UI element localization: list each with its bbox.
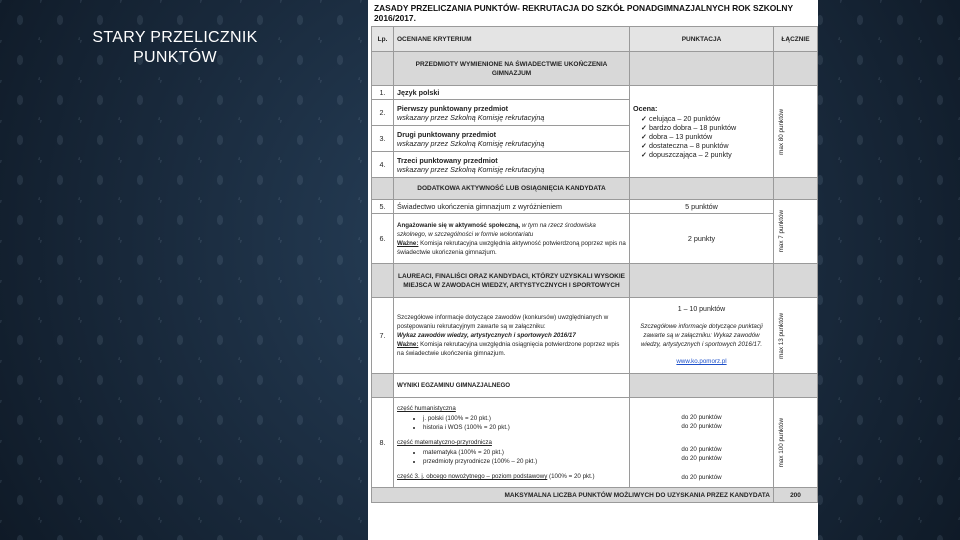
total-cell: [774, 86, 818, 178]
criterion-sub: wskazany przez Szkolną Komisję rekrutacyjną: [397, 112, 545, 122]
exam-language: [397, 472, 626, 481]
row-number: 6.: [372, 214, 394, 264]
header-punktacja: PUNKTACJA: [630, 27, 774, 52]
criterion-sub: w tym na rzecz środowiska szkolnego, w szczególności w formie wolontariatu: [397, 221, 596, 238]
criterion-main: Drugi punktowany przedmiot: [397, 129, 497, 139]
row-number: 2.: [372, 100, 394, 126]
row-points: 5 punktów: [630, 200, 774, 214]
points-info: Szczegółowe informacje dotyczące punktacji zawarte są w załączniku: Wykaz zawodów wiedzy, artystycznych i sportowych 2016/17.: [640, 323, 763, 348]
row-points: [630, 298, 774, 374]
section-row: [372, 264, 818, 298]
table-row: [372, 214, 818, 264]
criterion-sub: wskazany przez Szkolną Komisję rekrutacyjną: [397, 138, 545, 148]
list-item: • przedmioty przyrodnicze (100% – 20 pkt.): [423, 457, 626, 466]
list-item: • historia i WOS (100% = 20 pkt.): [423, 423, 626, 432]
exam-points: do 20 punktów: [681, 414, 722, 421]
table-header-row: [372, 27, 818, 52]
header-laczne: ŁĄCZNIE: [774, 27, 818, 52]
row-criterion: Świadectwo ukończenia gimnazjum z wyróżnieniem: [394, 200, 630, 214]
list-item: ✓ dobra – 13 punktów: [641, 132, 770, 141]
total-cell: [774, 398, 818, 488]
row-number: 5.: [372, 200, 394, 214]
total-laureates: max 13 punktów: [778, 312, 785, 359]
header-kryterium: OCENIANE KRYTERIUM: [394, 27, 630, 52]
list-item: • j. polski (100% = 20 pkt.): [423, 414, 626, 423]
row-number: 1.: [372, 86, 394, 100]
row-number: 3.: [372, 126, 394, 152]
section-row: [372, 52, 818, 86]
exam-humanities: część humanistyczna: [397, 405, 456, 412]
section-row: [372, 178, 818, 200]
section-row: [372, 374, 818, 398]
list-item: ✓ dopuszczająca – 2 punkty: [641, 150, 770, 159]
exam-points: do 20 punktów: [681, 474, 722, 481]
row-points: 2 punkty: [630, 214, 774, 264]
criterion-main: Angażowanie się w aktywność społeczną,: [397, 221, 521, 229]
info-link[interactable]: www.ko.pomorz.pl: [676, 358, 727, 365]
points-range: 1 – 10 punktów: [677, 306, 726, 313]
exam-points: do 20 punktów: [681, 446, 722, 453]
criterion-main: Trzeci punktowany przedmiot: [397, 155, 498, 165]
total-exam: max 100 punktów: [778, 417, 785, 468]
grades-title: Ocena:: [633, 103, 658, 113]
exam-points: do 20 punktów: [681, 423, 722, 430]
exam-points: do 20 punktów: [681, 455, 722, 462]
total-cell: [774, 298, 818, 374]
table-row: [372, 200, 818, 214]
row-number: 4.: [372, 152, 394, 178]
row-criterion: [394, 152, 630, 178]
section-subjects: PRZEDMIOTY WYMIENIONE NA ŚWIADECTWIE UKOŃCZENIA GIMNAZJUM: [394, 52, 630, 86]
total-activity: max 7 punktów: [778, 210, 785, 253]
row-criterion: Język polski: [394, 86, 630, 100]
row-criterion: [394, 298, 630, 374]
header-lp: Lp.: [372, 27, 394, 52]
row-number: 8.: [372, 398, 394, 488]
section-activity: DODATKOWA AKTYWNOŚĆ LUB OSIĄGNIĘCIA KANDYDATA: [394, 178, 630, 200]
total-cell: [774, 200, 818, 264]
list-item: ✓ dostateczna – 8 punktów: [641, 141, 770, 150]
criterion-main: Szczegółowe informacje dotyczące zawodów (konkursów) uwzględnianych w postępowaniu rekrutacyjnym zawarte są w załączniku:: [397, 314, 609, 330]
list-item: ✓ bardzo dobra – 18 punktów: [641, 123, 770, 132]
total-subjects: max 80 punktów: [778, 108, 785, 155]
section-exam: WYNIKI EGZAMINU GIMNAZJALNEGO: [394, 374, 630, 398]
math-list: [405, 448, 626, 466]
row-criterion: [394, 100, 630, 126]
note-label: Ważne:: [397, 239, 419, 247]
max-points-value: 200: [774, 488, 818, 503]
humanities-list: [405, 414, 626, 432]
table-row: [372, 86, 818, 100]
slide-title: STARY PRZELICZNIK PUNKTÓW: [92, 29, 258, 66]
note-text: Komisja rekrutacyjna uwzględnia aktywność potwierdzoną poprzez wpis na świadectwie ukończenia gimnazjum.: [397, 239, 626, 256]
row-criterion: [394, 126, 630, 152]
note-label: Ważne:: [397, 341, 419, 348]
table-row: [372, 298, 818, 374]
grades-list: [641, 114, 770, 159]
row-points: [630, 398, 774, 488]
document-page: [368, 0, 818, 540]
exam-language-tail: (100% = 20 pkt.): [547, 473, 595, 480]
criterion-sub: wskazany przez Szkolną Komisję rekrutacyjną: [397, 164, 545, 174]
list-item: ✓ celująca – 20 punktów: [641, 114, 770, 123]
table-row: [372, 398, 818, 488]
section-laureates: LAUREACI, FINALIŚCI ORAZ KANDYDACI, KTÓRZY UZYSKALI WYSOKIE MIEJSCA W ZAWODACH WIEDZY, ARTYSTYCZNYCH I SPORTOWYCH: [394, 264, 630, 298]
max-points-label: MAKSYMALNA LICZBA PUNKTÓW MOŻLIWYCH DO UZYSKANIA PRZEZ KANDYDATA: [372, 488, 774, 503]
grades-cell: [630, 86, 774, 178]
criterion-main: Pierwszy punktowany przedmiot: [397, 103, 509, 113]
criterion-sub: Wykaz zawodów wiedzy, artystycznych i sportowych 2016/17: [397, 332, 576, 339]
exam-math-science: część matematyczno-przyrodnicza: [397, 439, 492, 446]
row-criterion: [394, 398, 630, 488]
criteria-table: [371, 26, 818, 503]
row-criterion: [394, 214, 630, 264]
note-text: Komisja rekrutacyjna uwzględnia osiągnięcia potwierdzone poprzez wpis na świadectwie ukończenia gimnazjum.: [397, 341, 620, 357]
document-title: ZASADY PRZELICZANIA PUNKTÓW- REKRUTACJA DO SZKÓŁ PONADGIMNAZJALNYCH ROK SZKOLNY 2016/2017.: [374, 3, 793, 23]
row-number: 7.: [372, 298, 394, 374]
exam-language-label: część 3. j. obcego nowożytnego – poziom podstawowy: [397, 473, 548, 480]
max-points-row: [372, 488, 818, 503]
list-item: • matematyka (100% = 20 pkt.): [423, 448, 626, 457]
